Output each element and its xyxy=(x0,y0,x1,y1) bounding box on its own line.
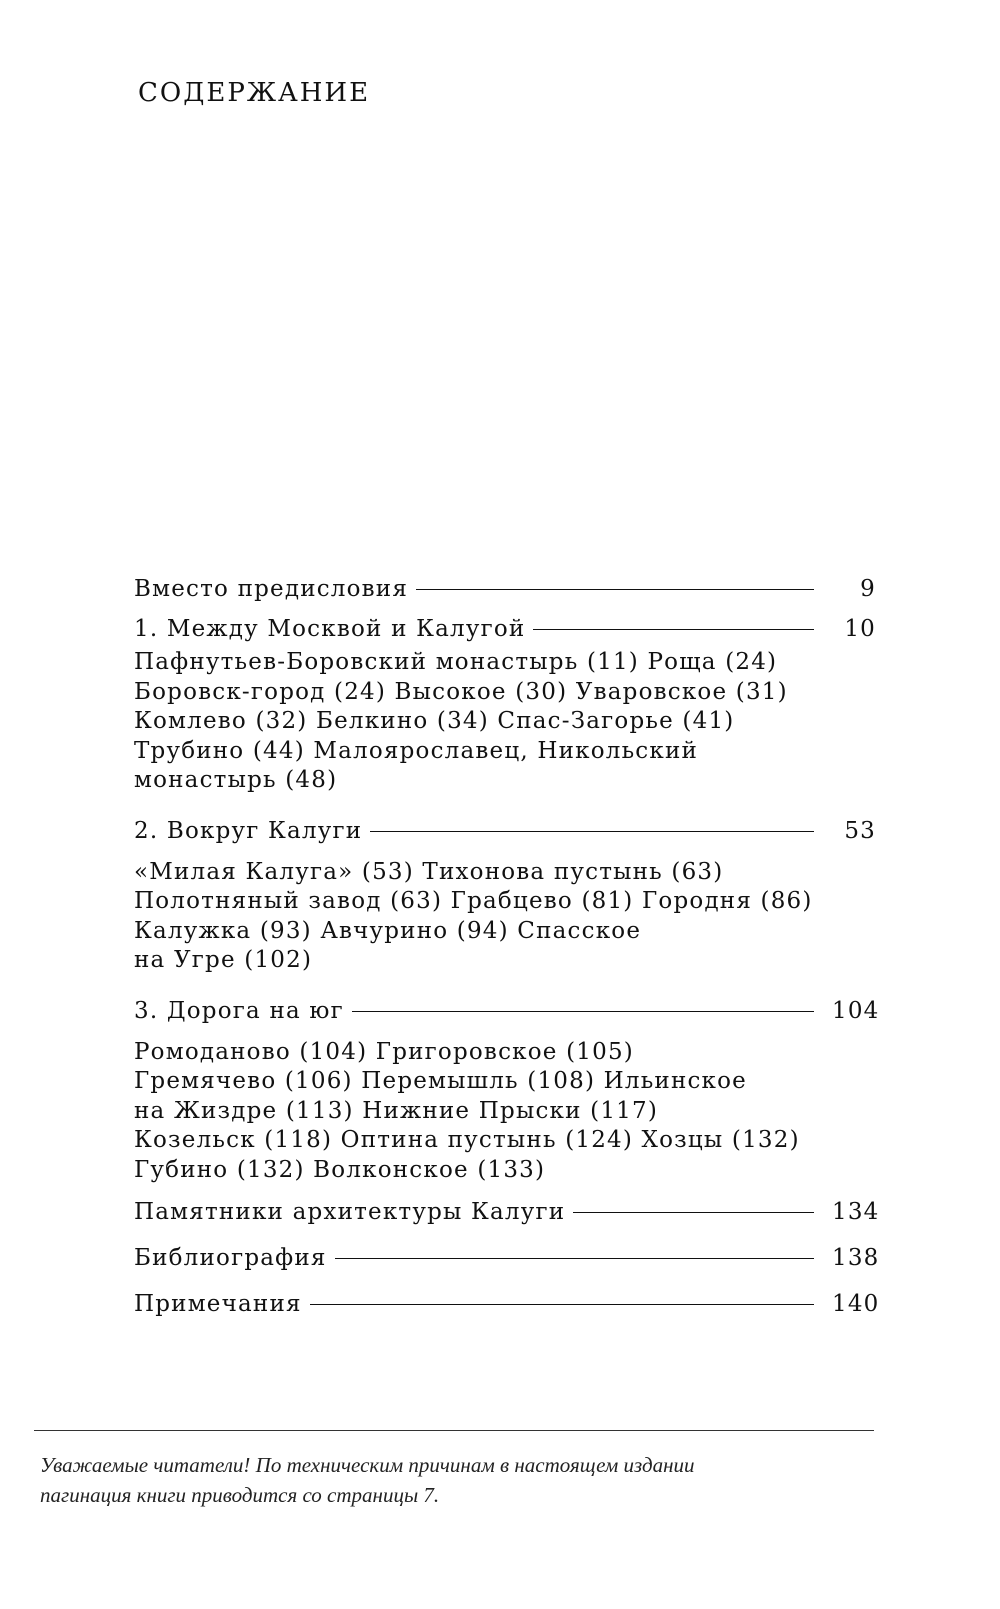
places-line: Полотняный завод (63) Грабцево (81) Городня (86) xyxy=(134,888,813,914)
toc-page-number: 104 xyxy=(832,997,880,1024)
dot-leader xyxy=(573,1212,814,1213)
places-line: Ромоданово (104) Григоровское (105) xyxy=(134,1038,634,1065)
dot-leader xyxy=(352,1011,814,1012)
toc-page-number: 9 xyxy=(860,576,876,602)
footer-note-line: Уважаемые читатели! По техническим причинам в настоящем издании xyxy=(40,1453,695,1477)
toc-entry-chapter-3[interactable] xyxy=(134,997,880,1030)
toc-page-number: 53 xyxy=(844,817,876,844)
places-line: Боровск-город (24) Высокое (30) Уваровское (31) xyxy=(134,678,788,705)
dot-leader xyxy=(533,629,814,630)
places-line: на Жиздре (113) Нижние Прыски (117) xyxy=(134,1097,658,1124)
places-line: Комлево (32) Белкино (34) Спас-Загорье (41) xyxy=(134,708,735,734)
footer-divider xyxy=(34,1430,874,1431)
toc-entry-label: 2. Вокруг Калуги xyxy=(134,817,363,844)
chapter-3-places xyxy=(134,1038,876,1186)
toc-entry-label: 1. Между Москвой и Калугой xyxy=(134,616,526,642)
footer-note-line: пагинация книги приводится со страницы 7. xyxy=(40,1483,440,1507)
toc-entry-label: Библиография xyxy=(134,1245,327,1271)
toc-entry-monuments[interactable] xyxy=(134,1199,880,1231)
toc-entry-notes[interactable] xyxy=(134,1291,880,1323)
toc-entry-chapter-1[interactable] xyxy=(134,616,876,648)
places-line: Калужка (93) Авчурино (94) Спасское xyxy=(134,917,642,944)
chapter-2-places xyxy=(134,858,876,976)
dot-leader xyxy=(416,589,814,590)
table-of-contents xyxy=(134,576,880,1323)
toc-entry-label: Примечания xyxy=(134,1291,302,1317)
chapter-1-places xyxy=(134,648,876,796)
toc-entry-label: Памятники архитектуры Калуги xyxy=(134,1199,566,1225)
places-line: монастырь (48) xyxy=(134,767,338,793)
toc-entry-chapter-2[interactable] xyxy=(134,818,876,850)
places-line: Пафнутьев-Боровский монастырь (11) Роща (24) xyxy=(134,649,778,675)
places-line: Трубино (44) Малоярославец, Никольский xyxy=(134,737,699,764)
toc-page-number: 10 xyxy=(844,616,876,642)
toc-page-number: 138 xyxy=(832,1245,880,1271)
dot-leader xyxy=(370,831,814,832)
toc-entry-label: Вместо предисловия xyxy=(134,576,409,602)
places-line: на Угре (102) xyxy=(134,947,313,973)
toc-entry-bibliography[interactable] xyxy=(134,1245,880,1277)
dot-leader xyxy=(310,1304,814,1305)
toc-page-number: 134 xyxy=(832,1199,880,1225)
page-title: СОДЕРЖАНИЕ xyxy=(138,78,371,108)
places-line: «Милая Калуга» (53) Тихонова пустынь (63) xyxy=(134,858,724,885)
places-line: Козельск (118) Оптина пустынь (124) Хозцы (132) xyxy=(134,1127,800,1153)
toc-page-number: 140 xyxy=(832,1291,880,1317)
places-line: Гремячево (106) Перемышль (108) Ильинское xyxy=(134,1068,747,1094)
toc-entry-label: 3. Дорога на юг xyxy=(134,997,344,1024)
places-line: Губино (132) Волконское (133) xyxy=(134,1156,546,1183)
toc-entry-intro[interactable] xyxy=(134,576,876,608)
dot-leader xyxy=(335,1258,814,1259)
footer-note xyxy=(40,1450,840,1510)
